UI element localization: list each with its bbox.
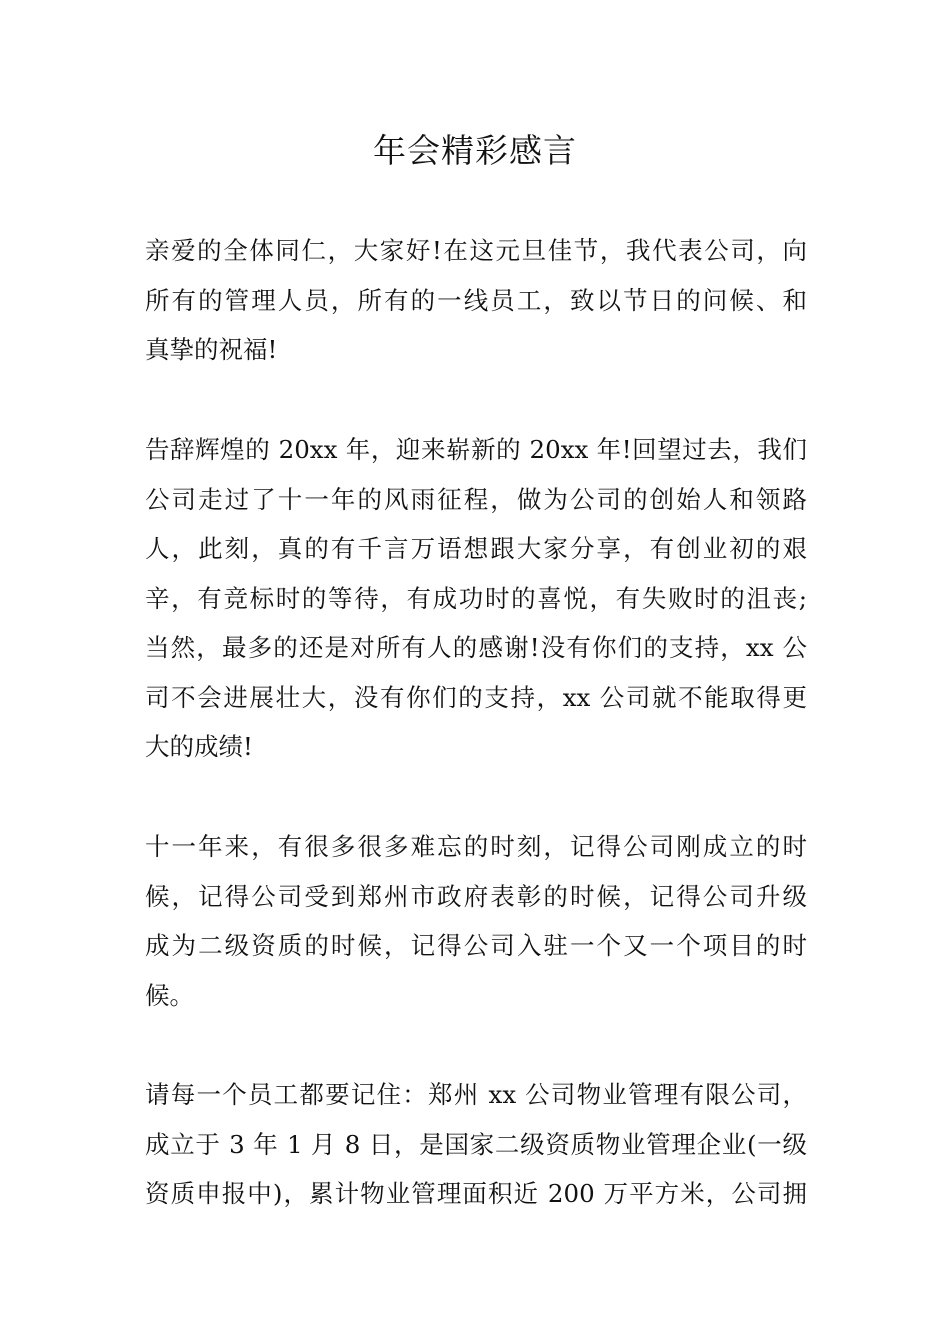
paragraph-line: 资质申报中)，累计物业管理面积近 200 万平方米，公司拥 — [145, 1179, 807, 1208]
paragraph-line: 候，记得公司受到郑州市政府表彰的时候，记得公司升级 — [145, 881, 807, 911]
paragraph-company-intro — [145, 1070, 807, 1219]
paragraph-line: 大的成绩! — [145, 732, 253, 761]
paragraph-line: 成为二级资质的时候，记得公司入驻一个又一个项目的时 — [145, 931, 807, 960]
paragraph-line: 成立于 3 年 1 月 8 日，是国家二级资质物业管理企业(一级 — [145, 1129, 807, 1159]
paragraph-line: 候。 — [145, 980, 194, 1010]
paragraph-line: 所有的管理人员，所有的一线员工，致以节日的问候、和 — [145, 285, 807, 315]
paragraph-line: 告辞辉煌的 20xx 年，迎来崭新的 20xx 年!回望过去，我们 — [145, 435, 807, 464]
document-title: 年会精彩感言 — [373, 131, 577, 170]
paragraph-line: 十一年来，有很多很多难忘的时刻，记得公司刚成立的时 — [145, 832, 807, 861]
paragraph-line: 当然，最多的还是对所有人的感谢!没有你们的支持，xx 公 — [145, 633, 807, 662]
paragraph-line: 人，此刻，真的有千言万语想跟大家分享，有创业初的艰 — [145, 534, 807, 563]
paragraph-line: 真挚的祝福! — [145, 335, 278, 364]
paragraph-line: 辛，有竞标时的等待，有成功时的喜悦，有失败时的沮丧; — [145, 583, 807, 613]
paragraph-line: 亲爱的全体同仁，大家好!在这元旦佳节，我代表公司，向 — [145, 236, 807, 265]
paragraph-greeting — [145, 226, 807, 375]
paragraph-memories — [145, 822, 807, 1020]
paragraph-line: 公司走过了十一年的风雨征程，做为公司的创始人和领路 — [145, 484, 807, 514]
paragraph-line: 请每一个员工都要记住：郑州 xx 公司物业管理有限公司， — [145, 1080, 807, 1109]
paragraph-review — [145, 425, 807, 772]
paragraph-line: 司不会进展壮大，没有你们的支持，xx 公司就不能取得更 — [145, 682, 807, 712]
